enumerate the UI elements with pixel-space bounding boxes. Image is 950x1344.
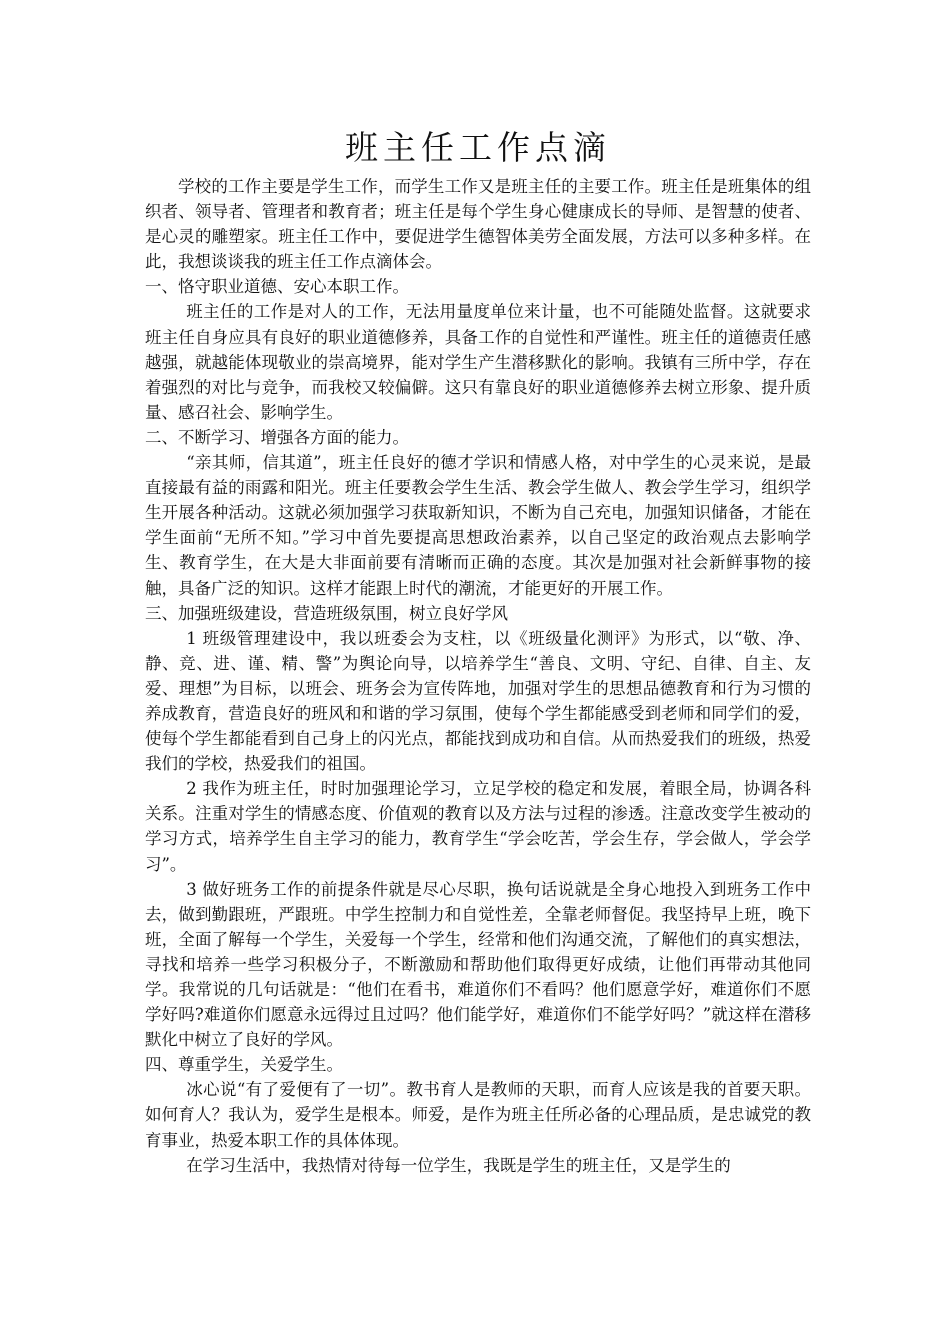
section-heading-3: 三、加强班级建设，营造班级氛围，树立良好学风 [145, 603, 508, 623]
section-3-item-1: 1 班级管理建设中，我以班委会为支柱，以《班级量化测评》为形式，以“敬、净、静、竞、进、谨、精、警”为舆论向导，以培养学生“善良、文明、守纪、自律、自主、友爱、理想”为目标，以班会、班务会为宣传阵地，加强对学生的思想品德教育和行为习惯的养成教育，营造良好的班风和和谐的学习氛围，使每个学生都能感受到老师和同学们的爱，使每个学生都能看到自己身上的闪光点，都能找到成功和自信。从而热爱我们的班级，热爱我们的学校，热爱我们的祖国。 [145, 628, 811, 774]
section-3-item-3: 3 做好班务工作的前提条件就是尽心尽职，换句话说就是全身心地投入到班务工作中去，做到勤跟班，严跟班。中学生控制力和自觉性差，全靠老师督促。我坚持早上班，晚下班，全面了解每一个学生，关爱每一个学生，经常和他们沟通交流，了解他们的真实想法，寻找和培养一些学习积极分子，不断激励和帮助他们取得更好成绩，让他们再带动其他同学。我常说的几句话就是：“他们在看书，难道你们不看吗？他们愿意学好，难道你们不愿学好吗?难道你们愿意永远得过且过吗？他们能学好，难道你们不能学好吗？”就这样在潜移默化中树立了良好的学风。 [145, 879, 811, 1050]
document-title: 班主任工作点滴 [345, 128, 611, 167]
section-2-paragraph: “亲其师，信其道”，班主任良好的德才学识和情感人格，对中学生的心灵来说，是最直接最有益的雨露和阳光。班主任要教会学生生活、教会学生做人、教会学生学习，组织学生开展各种活动。这就必须加强学习获取新知识，不断为自己充电，加强知识储备，才能在学生面前“无所不知。”学习中首先要提高思想政治素养，以自己坚定的政治观点去影响学生、教育学生，在大是大非面前要有清晰而正确的态度。其次是加强对社会新鲜事物的接触，具备广泛的知识。这样才能跟上时代的潮流，才能更好的开展工作。 [145, 453, 811, 598]
section-4-paragraph-2: 在学习生活中，我热情对待每一位学生，我既是学生的班主任，又是学生的 [186, 1155, 731, 1175]
section-heading-1: 一、恪守职业道德、安心本职工作。 [145, 277, 409, 297]
section-1-paragraph: 班主任的工作是对人的工作，无法用量度单位来计量，也不可能随处监督。这就要求班主任自身应具有良好的职业道德修养，具备工作的自觉性和严谨性。班主任的道德责任感越强，就越能体现敬业的崇高境界，能对学生产生潜移默化的影响。我镇有三所中学，存在着强烈的对比与竞争，而我校又较偏僻。这只有靠良好的职业道德修养去树立形象、提升质量、感召社会、影响学生。 [145, 302, 811, 422]
section-4-paragraph-1: 冰心说“有了爱便有了一切”。教书育人是教师的天职，而育人应该是我的首要天职。如何育人？我认为，爱学生是根本。师爱，是作为班主任所必备的心理品质，是忠诚党的教育事业，热爱本职工作的具体体现。 [145, 1080, 811, 1150]
section-heading-2: 二、不断学习、增强各方面的能力。 [145, 427, 409, 447]
intro-paragraph: 学校的工作主要是学生工作，而学生工作又是班主任的主要工作。班主任是班集体的组织者、领导者、管理者和教育者；班主任是每个学生身心健康成长的导师、是智慧的使者、是心灵的雕塑家。班主任工作中，要促进学生德智体美劳全面发展，方法可以多种多样。在此，我想谈谈我的班主任工作点滴体会。 [145, 177, 811, 272]
section-heading-4: 四、尊重学生，关爱学生。 [145, 1055, 343, 1075]
section-3-item-2: 2 我作为班主任，时时加强理论学习，立足学校的稳定和发展，着眼全局，协调各科关系。注重对学生的情感态度、价值观的教育以及方法与过程的渗透。注意改变学生被动的学习方式，培养学生自主学习的能力，教育学生“学会吃苦，学会生存，学会做人，学会学习”。 [145, 779, 811, 874]
document-body [145, 174, 811, 1178]
